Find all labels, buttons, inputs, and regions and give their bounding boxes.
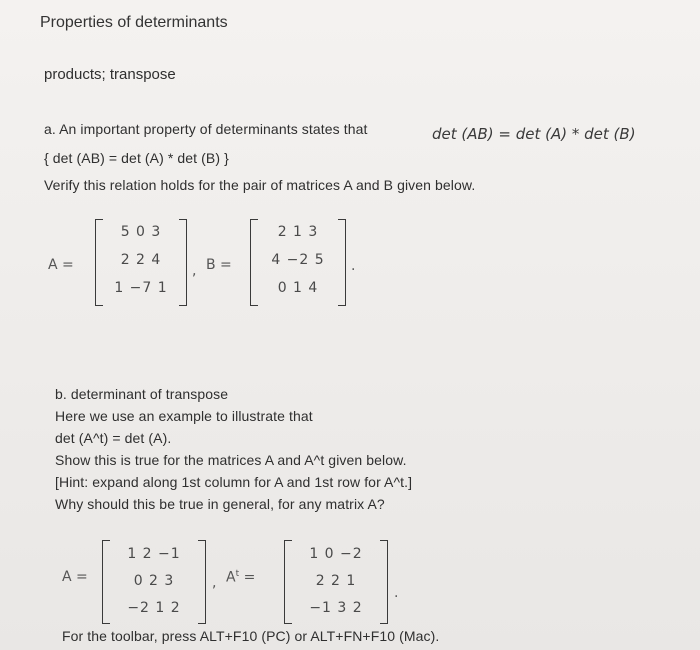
matrix-row: 2 2 1 [315, 573, 357, 589]
matrix-row: 2 1 3 [277, 224, 319, 240]
part-a-instruction: Verify this relation holds for the pair of matrices A and B given below. [44, 177, 476, 193]
matrix-row: 4 −2 5 [271, 252, 325, 268]
matrix-at-label [226, 569, 255, 586]
toolbar-hint: For the toolbar, press ALT+F10 (PC) or ALT+FN+F10 (Mac). [62, 628, 440, 644]
matrix-row: 5 0 3 [120, 224, 162, 240]
part-b-heading: b. determinant of transpose [55, 386, 229, 402]
matrix-a-label: A = [62, 569, 88, 585]
matrix-a-transpose-example [102, 540, 206, 624]
transpose-superscript: t [235, 569, 240, 579]
matrix-row: 1 −7 1 [114, 280, 168, 296]
matrix-row: 0 1 4 [277, 280, 319, 296]
matrix-b-label: B = [206, 257, 232, 273]
part-a-formula-text: { det (AB) = det (A) * det (B) } [44, 150, 229, 166]
end-period: . [394, 585, 399, 601]
part-b-line: Show this is true for the matrices A and A^t given below. [55, 452, 407, 468]
separator-comma: , [212, 575, 217, 591]
matrix-a-label: A = [48, 257, 74, 273]
part-b-question: Why should this be true in general, for any matrix A? [55, 496, 385, 512]
page-title: Properties of determinants [40, 14, 228, 31]
matrix-a-transposed [284, 540, 388, 624]
subtitle: products; transpose [44, 66, 176, 83]
matrix-at-letter: A [226, 569, 236, 586]
matrix-row: −2 1 2 [127, 600, 181, 616]
matrix-row: 1 2 −1 [127, 546, 181, 562]
part-a-intro: a. An important property of determinants states that [44, 121, 368, 137]
matrix-b [250, 219, 346, 306]
separator-comma: , [192, 263, 197, 279]
equals-sign: = [243, 569, 256, 586]
end-period: . [351, 258, 356, 274]
matrix-row: 0 2 3 [133, 573, 175, 589]
part-a-formula: det (AB) = det (A) * det (B) [432, 125, 636, 143]
part-b-hint: [Hint: expand along 1st column for A and 1st row for A^t.] [55, 474, 413, 490]
matrix-row: −1 3 2 [309, 600, 363, 616]
part-b-line: det (A^t) = det (A). [55, 430, 172, 446]
matrix-row: 1 0 −2 [309, 546, 363, 562]
part-b-line: Here we use an example to illustrate that [55, 408, 313, 424]
matrix-row: 2 2 4 [120, 252, 162, 268]
matrix-a [95, 219, 187, 306]
